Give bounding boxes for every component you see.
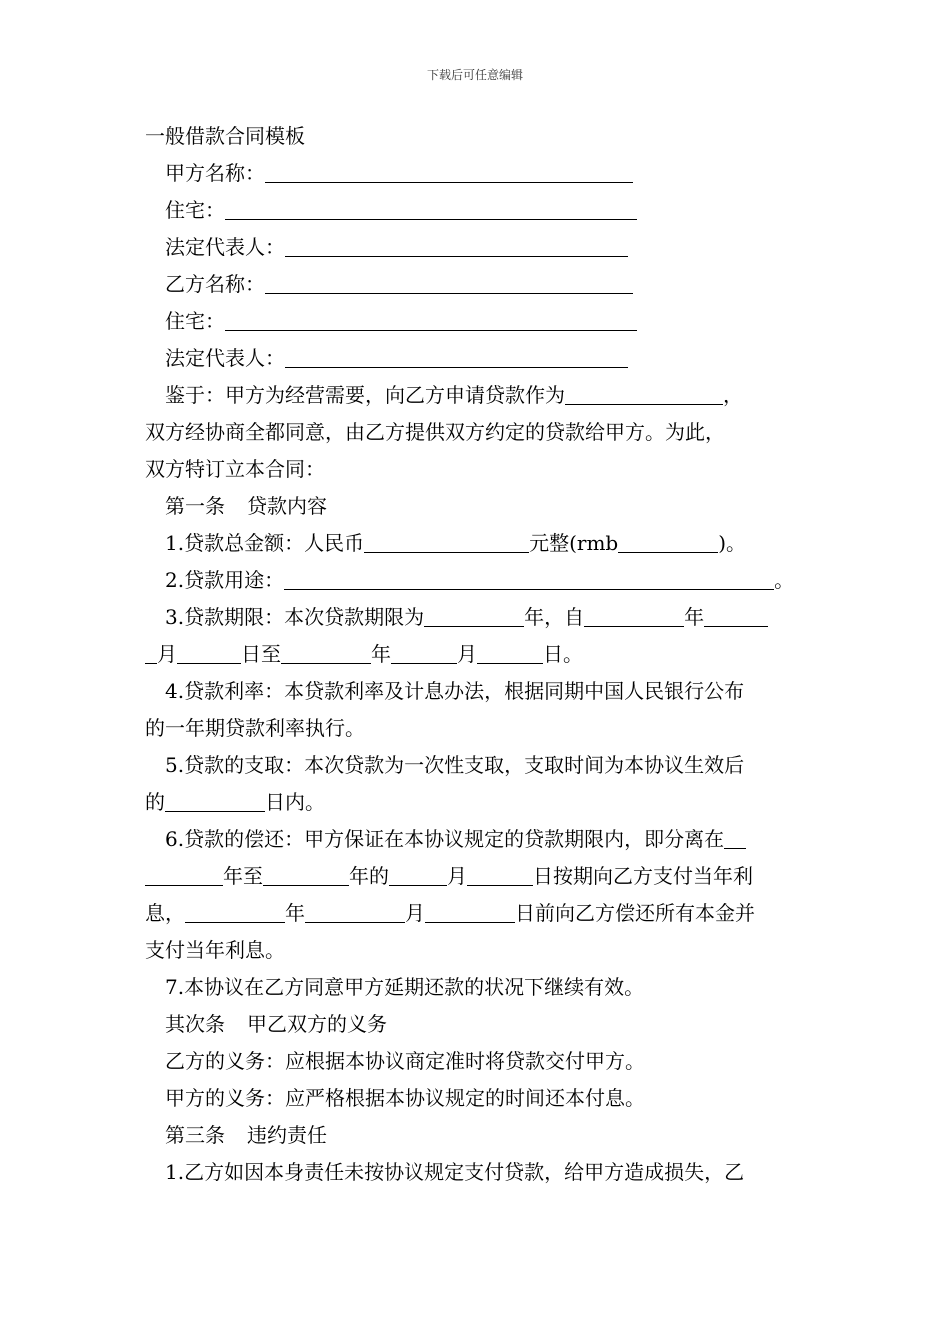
interest-prefix: 息， [145, 901, 185, 925]
repay-end-year-blank[interactable] [263, 861, 349, 886]
repay-month-blank[interactable] [389, 861, 447, 886]
article-3-title: 违约责任 [247, 1123, 327, 1147]
withdraw-suffix: 日内。 [265, 790, 325, 814]
end-year-label: 年 [371, 642, 391, 666]
page-header: 下载后可任意编辑 [426, 68, 523, 82]
party-b-address-label: 住宅： [165, 309, 225, 333]
party-a-address-blank[interactable] [225, 195, 637, 220]
preamble-line-2: 双方经协商全都同意，由乙方提供双方约定的贷款给甲方。为此， [145, 420, 725, 444]
party-a-rep-line [145, 229, 807, 266]
article-1-item-6-line-4: 支付当年利息。 [145, 938, 285, 962]
rmb-blank[interactable] [618, 528, 718, 553]
article-2-title: 甲乙双方的义务 [247, 1012, 387, 1036]
party-a-name-label: 甲方名称： [165, 161, 265, 185]
term-label: 3.贷款期限：本次贷款期限为 [165, 605, 425, 629]
party-a-rep-blank[interactable] [285, 232, 628, 257]
article-1-item-1 [145, 525, 807, 562]
start-month-label: 月 [157, 642, 177, 666]
final-year-blank[interactable] [185, 898, 285, 923]
article-2-number: 其次条 [165, 1012, 225, 1036]
usage-label: 2.贷款用途： [165, 568, 285, 592]
document-body [145, 118, 807, 1191]
amount-blank[interactable] [364, 528, 529, 553]
preamble-line-3: 双方特订立本合同： [145, 457, 325, 481]
rmb-label: 元整(rmb [529, 531, 619, 555]
end-year-blank[interactable] [281, 639, 371, 664]
party-a-rep-label: 法定代表人： [165, 235, 285, 259]
party-b-address-line [145, 303, 807, 340]
withdraw-days-blank[interactable] [165, 787, 265, 812]
repay-start-blank[interactable] [724, 824, 746, 849]
start-year-blank[interactable] [584, 602, 684, 627]
article-1-item-6-line-1 [145, 821, 807, 858]
amount-label: 1.贷款总金额：人民币 [165, 531, 365, 555]
article-1-item-5-line-2 [145, 784, 807, 821]
start-month-blank[interactable] [704, 602, 768, 627]
article-3-item-1: 1.乙方如因本身责任未按协议规定支付贷款，给甲方造成损失，乙 [165, 1160, 745, 1184]
start-day-label: 日至 [241, 642, 281, 666]
article-3-heading [145, 1117, 807, 1154]
repay-month-label: 月 [447, 864, 467, 888]
final-repay-text: 日前向乙方偿还所有本金并 [515, 901, 755, 925]
party-a-name-line [145, 155, 807, 192]
article-1-item-4-line-1: 4.贷款利率：本贷款利率及计息办法，根据同期中国人民银行公布 [165, 679, 745, 703]
preamble-text: 鉴于：甲方为经营需要，向乙方申请贷款作为 [165, 383, 565, 407]
final-month-label: 月 [405, 901, 425, 925]
party-a-duty: 甲方的义务：应严格根据本协议规定的时间还本付息。 [165, 1086, 645, 1110]
party-b-name-label: 乙方名称： [165, 272, 265, 296]
party-a-address-label: 住宅： [165, 198, 225, 222]
article-1-item-2 [145, 562, 807, 599]
final-month-blank[interactable] [305, 898, 405, 923]
repay-year-to: 年至 [223, 864, 263, 888]
usage-period: 。 [774, 568, 795, 592]
party-b-rep-line [145, 340, 807, 377]
article-1-title: 贷款内容 [247, 494, 327, 518]
party-b-name-blank[interactable] [265, 269, 633, 294]
party-b-address-blank[interactable] [225, 306, 637, 331]
usage-blank[interactable] [284, 565, 774, 590]
start-month-blank-cont[interactable] [145, 639, 157, 664]
party-a-name-blank[interactable] [265, 158, 633, 183]
rmb-close: )。 [718, 531, 747, 555]
withdraw-prefix: 的 [145, 790, 165, 814]
repay-year-of: 年的 [349, 864, 389, 888]
term-from-label: 年，自 [524, 605, 585, 629]
party-a-address-line [145, 192, 807, 229]
party-b-rep-label: 法定代表人： [165, 346, 285, 370]
party-b-name-line [145, 266, 807, 303]
article-1-item-3-line-2 [145, 636, 807, 673]
article-1-item-4-line-2: 的一年期贷款利率执行。 [145, 716, 365, 740]
document-title: 一般借款合同模板 [145, 124, 305, 148]
party-b-duty: 乙方的义务：应根据本协议商定准时将贷款交付甲方。 [165, 1049, 645, 1073]
article-1-item-3-line-1 [145, 599, 807, 636]
repay-day-blank[interactable] [467, 861, 533, 886]
start-day-blank[interactable] [177, 639, 241, 664]
term-years-blank[interactable] [424, 602, 524, 627]
end-day-label: 日。 [543, 642, 583, 666]
article-1-heading [145, 488, 807, 525]
final-year-label: 年 [285, 901, 305, 925]
article-1-number: 第一条 [165, 494, 225, 518]
party-b-rep-blank[interactable] [285, 343, 628, 368]
loan-purpose-blank[interactable] [565, 380, 723, 405]
repay-start-year-blank[interactable] [145, 861, 223, 886]
article-1-item-6-line-2 [145, 858, 807, 895]
start-year-label: 年 [684, 605, 705, 629]
repay-interest-text: 日按期向乙方支付当年利 [533, 864, 753, 888]
article-1-item-7: 7.本协议在乙方同意甲方延期还款的状况下继续有效。 [165, 975, 645, 999]
final-day-blank[interactable] [425, 898, 515, 923]
article-2-heading [145, 1006, 807, 1043]
preamble-comma: ， [723, 383, 743, 407]
repay-text: 6.贷款的偿还：甲方保证在本协议规定的贷款期限内，即分离在 [165, 827, 725, 851]
end-month-blank[interactable] [391, 639, 457, 664]
end-day-blank[interactable] [477, 639, 543, 664]
article-1-item-6-line-3 [145, 895, 807, 932]
article-3-number: 第三条 [165, 1123, 225, 1147]
article-1-item-5-line-1: 5.贷款的支取：本次贷款为一次性支取，支取时间为本协议生效后 [165, 753, 745, 777]
end-month-label: 月 [457, 642, 477, 666]
preamble-line-1 [145, 377, 807, 414]
